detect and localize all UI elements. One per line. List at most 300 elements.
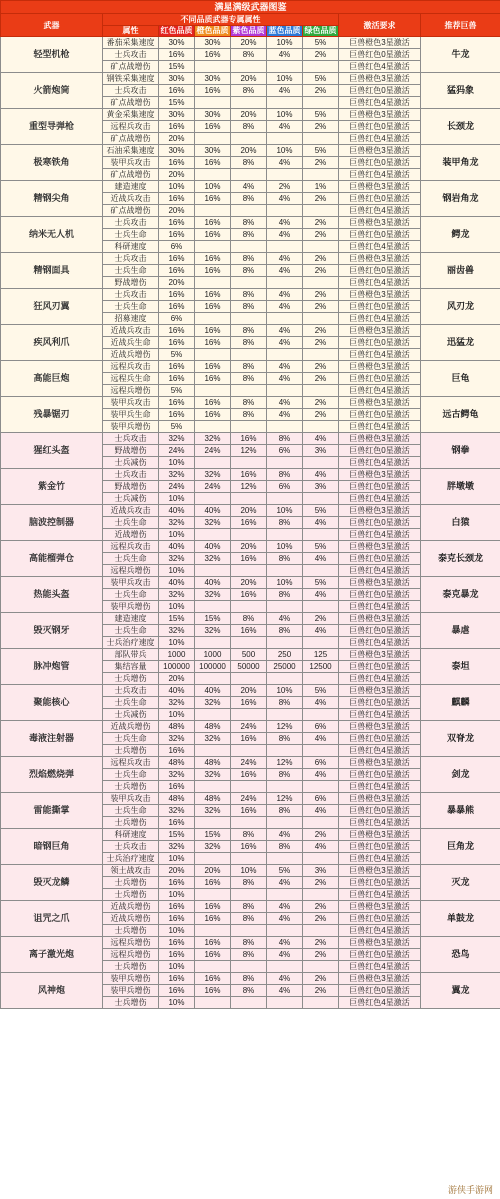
- value-purple: [231, 457, 267, 469]
- value-red: 48%: [159, 757, 195, 769]
- activation-requirement: 巨兽橙色3星激活: [339, 253, 421, 265]
- value-orange: 16%: [195, 913, 231, 925]
- value-blue: [267, 997, 303, 1009]
- value-orange: 48%: [195, 721, 231, 733]
- value-orange: 32%: [195, 625, 231, 637]
- value-red: 16%: [159, 373, 195, 385]
- activation-requirement: 巨兽红色4星激活: [339, 493, 421, 505]
- value-green: [303, 709, 339, 721]
- value-orange: 40%: [195, 577, 231, 589]
- value-orange: [195, 601, 231, 613]
- value-blue: [267, 601, 303, 613]
- attribute-name: 装甲兵增伤: [103, 973, 159, 985]
- value-red: 32%: [159, 625, 195, 637]
- activation-requirement: 巨兽红色0星激活: [339, 337, 421, 349]
- weapon-name: 狂风刃翼: [1, 289, 103, 325]
- activation-requirement: 巨兽橙色3星激活: [339, 181, 421, 193]
- value-green: 4%: [303, 433, 339, 445]
- attribute-name: 士兵增伤: [103, 745, 159, 757]
- value-purple: 8%: [231, 157, 267, 169]
- activation-requirement: 巨兽红色0星激活: [339, 589, 421, 601]
- value-purple: 8%: [231, 265, 267, 277]
- value-green: [303, 529, 339, 541]
- value-orange: 32%: [195, 769, 231, 781]
- value-purple: [231, 385, 267, 397]
- attribute-name: 士兵攻击: [103, 469, 159, 481]
- value-orange: 16%: [195, 409, 231, 421]
- value-green: [303, 61, 339, 73]
- table-row: [1, 829, 500, 841]
- value-blue: 10%: [267, 145, 303, 157]
- table-row: [1, 649, 500, 661]
- weapon-name: 重型导弹枪: [1, 109, 103, 145]
- activation-requirement: 巨兽红色4星激活: [339, 385, 421, 397]
- value-red: 10%: [159, 493, 195, 505]
- activation-requirement: 巨兽红色4星激活: [339, 637, 421, 649]
- value-red: 16%: [159, 265, 195, 277]
- value-red: 16%: [159, 157, 195, 169]
- weapon-name: 毁灭龙鳞: [1, 865, 103, 901]
- activation-requirement: 巨兽红色0星激活: [339, 913, 421, 925]
- attribute-name: 远程兵攻击: [103, 121, 159, 133]
- value-purple: 10%: [231, 865, 267, 877]
- value-red: 20%: [159, 205, 195, 217]
- value-green: 2%: [303, 973, 339, 985]
- header-quality-blue: 蓝色品质: [268, 26, 301, 35]
- value-green: 1%: [303, 181, 339, 193]
- value-red: 100000: [159, 661, 195, 673]
- value-purple: 16%: [231, 805, 267, 817]
- value-green: 4%: [303, 589, 339, 601]
- activation-requirement: 巨兽橙色3星激活: [339, 973, 421, 985]
- attribute-name: 矿点战增伤: [103, 97, 159, 109]
- attribute-name: 士兵攻击: [103, 85, 159, 97]
- value-blue: 4%: [267, 409, 303, 421]
- weapon-name: 极寒铁角: [1, 145, 103, 181]
- recommended-giant: 牛龙: [421, 37, 500, 73]
- value-green: [303, 385, 339, 397]
- value-orange: [195, 565, 231, 577]
- value-purple: 16%: [231, 697, 267, 709]
- value-blue: 4%: [267, 985, 303, 997]
- attribute-name: 野战增伤: [103, 277, 159, 289]
- weapon-name: 高能榴弹仓: [1, 541, 103, 577]
- value-green: [303, 349, 339, 361]
- recommended-giant: 暴暴熊: [421, 793, 500, 829]
- value-red: 20%: [159, 865, 195, 877]
- weapon-name: 残暴锯刃: [1, 397, 103, 433]
- table-row: [1, 145, 500, 157]
- value-green: [303, 601, 339, 613]
- value-green: [303, 277, 339, 289]
- recommended-giant: 丽齿兽: [421, 253, 500, 289]
- value-purple: 16%: [231, 469, 267, 481]
- attribute-name: 士兵生命: [103, 517, 159, 529]
- value-green: 6%: [303, 793, 339, 805]
- activation-requirement: 巨兽红色4星激活: [339, 277, 421, 289]
- value-blue: 4%: [267, 913, 303, 925]
- value-purple: 8%: [231, 193, 267, 205]
- value-red: 10%: [159, 997, 195, 1009]
- value-red: 5%: [159, 349, 195, 361]
- activation-requirement: 巨兽红色4星激活: [339, 205, 421, 217]
- value-orange: 32%: [195, 733, 231, 745]
- value-orange: 32%: [195, 553, 231, 565]
- activation-requirement: 巨兽红色0星激活: [339, 805, 421, 817]
- value-green: 3%: [303, 865, 339, 877]
- value-purple: 16%: [231, 589, 267, 601]
- weapon-name: 疾风利爪: [1, 325, 103, 361]
- value-purple: 8%: [231, 85, 267, 97]
- activation-requirement: 巨兽橙色3星激活: [339, 721, 421, 733]
- attribute-name: 矿点战增伤: [103, 169, 159, 181]
- table-row: [1, 865, 500, 877]
- value-orange: 16%: [195, 949, 231, 961]
- value-red: 16%: [159, 817, 195, 829]
- value-green: [303, 673, 339, 685]
- value-blue: [267, 493, 303, 505]
- value-orange: 32%: [195, 589, 231, 601]
- attribute-name: 黄金采集速度: [103, 109, 159, 121]
- value-blue: 10%: [267, 73, 303, 85]
- attribute-name: 野战增伤: [103, 481, 159, 493]
- attribute-name: 近战兵攻击: [103, 193, 159, 205]
- value-purple: [231, 241, 267, 253]
- value-orange: 48%: [195, 793, 231, 805]
- activation-requirement: 巨兽红色4星激活: [339, 565, 421, 577]
- activation-requirement: 巨兽橙色3星激活: [339, 469, 421, 481]
- activation-requirement: 巨兽红色4星激活: [339, 889, 421, 901]
- attribute-name: 士兵增伤: [103, 877, 159, 889]
- attribute-name: 远程兵生命: [103, 373, 159, 385]
- value-red: 16%: [159, 301, 195, 313]
- attribute-name: 远程兵增伤: [103, 565, 159, 577]
- recommended-giant: 鳄龙: [421, 217, 500, 253]
- value-green: 4%: [303, 805, 339, 817]
- value-orange: [195, 61, 231, 73]
- value-green: [303, 97, 339, 109]
- activation-requirement: 巨兽橙色3星激活: [339, 433, 421, 445]
- value-blue: [267, 853, 303, 865]
- value-purple: 24%: [231, 793, 267, 805]
- value-red: 30%: [159, 109, 195, 121]
- attribute-name: 士兵攻击: [103, 685, 159, 697]
- value-purple: [231, 925, 267, 937]
- weapon-name: 风神炮: [1, 973, 103, 1009]
- value-red: 10%: [159, 709, 195, 721]
- activation-requirement: 巨兽红色4星激活: [339, 853, 421, 865]
- value-blue: [267, 313, 303, 325]
- value-purple: [231, 169, 267, 181]
- activation-requirement: 巨兽红色0星激活: [339, 877, 421, 889]
- value-blue: [267, 169, 303, 181]
- activation-requirement: 巨兽红色0星激活: [339, 445, 421, 457]
- value-green: 3%: [303, 445, 339, 457]
- value-green: 2%: [303, 265, 339, 277]
- recommended-giant: 翼龙: [421, 973, 500, 1009]
- activation-requirement: 巨兽红色0星激活: [339, 373, 421, 385]
- activation-requirement: 巨兽红色0星激活: [339, 517, 421, 529]
- recommended-giant: 麒麟: [421, 685, 500, 721]
- value-blue: 8%: [267, 841, 303, 853]
- attribute-name: 士兵攻击: [103, 217, 159, 229]
- value-blue: 4%: [267, 613, 303, 625]
- value-blue: [267, 277, 303, 289]
- recommended-giant: 暴虐: [421, 613, 500, 649]
- weapon-name: 离子激光炮: [1, 937, 103, 973]
- attribute-name: 装甲兵增伤: [103, 985, 159, 997]
- value-green: 4%: [303, 469, 339, 481]
- value-orange: 32%: [195, 433, 231, 445]
- value-red: 16%: [159, 337, 195, 349]
- value-red: 5%: [159, 421, 195, 433]
- value-purple: 20%: [231, 73, 267, 85]
- attribute-name: 建造速度: [103, 613, 159, 625]
- table-row: [1, 757, 500, 769]
- attribute-name: 士兵生命: [103, 697, 159, 709]
- value-blue: 8%: [267, 769, 303, 781]
- value-green: [303, 493, 339, 505]
- value-green: 2%: [303, 157, 339, 169]
- value-orange: 30%: [195, 73, 231, 85]
- value-red: 32%: [159, 805, 195, 817]
- attribute-name: 士兵增伤: [103, 925, 159, 937]
- table-row: [1, 289, 500, 301]
- activation-requirement: 巨兽橙色3星激活: [339, 793, 421, 805]
- value-red: 10%: [159, 637, 195, 649]
- table-row: [1, 937, 500, 949]
- value-orange: [195, 817, 231, 829]
- value-blue: [267, 385, 303, 397]
- value-red: 32%: [159, 769, 195, 781]
- value-red: 10%: [159, 181, 195, 193]
- activation-requirement: 巨兽红色4星激活: [339, 601, 421, 613]
- value-orange: 30%: [195, 109, 231, 121]
- value-orange: [195, 637, 231, 649]
- recommended-giant: 白猿: [421, 505, 500, 541]
- header-quality-green: 绿色品质: [304, 26, 337, 35]
- value-purple: 8%: [231, 373, 267, 385]
- table-row: [1, 541, 500, 553]
- value-blue: 8%: [267, 469, 303, 481]
- value-purple: 8%: [231, 913, 267, 925]
- value-purple: [231, 133, 267, 145]
- value-green: 2%: [303, 949, 339, 961]
- attribute-name: 士兵减伤: [103, 709, 159, 721]
- header-quality-orange: 橙色品质: [196, 26, 229, 35]
- value-orange: 1000: [195, 649, 231, 661]
- value-green: [303, 853, 339, 865]
- activation-requirement: 巨兽橙色3星激活: [339, 649, 421, 661]
- value-blue: [267, 205, 303, 217]
- value-red: 40%: [159, 541, 195, 553]
- table-row: [1, 505, 500, 517]
- value-blue: 4%: [267, 361, 303, 373]
- value-green: 5%: [303, 37, 339, 49]
- value-green: 2%: [303, 85, 339, 97]
- value-orange: [195, 889, 231, 901]
- header-weapon: 武器: [1, 14, 103, 37]
- attribute-name: 远程兵攻击: [103, 757, 159, 769]
- value-green: 2%: [303, 337, 339, 349]
- value-purple: 8%: [231, 409, 267, 421]
- value-purple: 8%: [231, 361, 267, 373]
- value-purple: 8%: [231, 49, 267, 61]
- value-orange: 24%: [195, 445, 231, 457]
- value-purple: 8%: [231, 253, 267, 265]
- attribute-name: 集结容量: [103, 661, 159, 673]
- activation-requirement: 巨兽红色0星激活: [339, 949, 421, 961]
- value-blue: 4%: [267, 373, 303, 385]
- value-red: 6%: [159, 241, 195, 253]
- attribute-name: 钢铁采集速度: [103, 73, 159, 85]
- value-orange: [195, 169, 231, 181]
- activation-requirement: 巨兽红色0星激活: [339, 409, 421, 421]
- activation-requirement: 巨兽红色0星激活: [339, 193, 421, 205]
- value-blue: 10%: [267, 685, 303, 697]
- value-orange: 48%: [195, 757, 231, 769]
- activation-requirement: 巨兽红色4星激活: [339, 961, 421, 973]
- value-orange: 15%: [195, 829, 231, 841]
- value-green: [303, 457, 339, 469]
- value-green: 2%: [303, 217, 339, 229]
- activation-requirement: 巨兽红色4星激活: [339, 61, 421, 73]
- activation-requirement: 巨兽橙色3星激活: [339, 865, 421, 877]
- attribute-name: 士兵生命: [103, 625, 159, 637]
- weapon-name: 火箭炮筒: [1, 73, 103, 109]
- value-purple: [231, 349, 267, 361]
- value-orange: 40%: [195, 541, 231, 553]
- value-green: 4%: [303, 733, 339, 745]
- value-purple: 8%: [231, 829, 267, 841]
- value-orange: 16%: [195, 85, 231, 97]
- value-orange: [195, 421, 231, 433]
- value-red: 32%: [159, 553, 195, 565]
- value-orange: [195, 241, 231, 253]
- value-red: 30%: [159, 37, 195, 49]
- value-blue: 4%: [267, 301, 303, 313]
- value-orange: [195, 277, 231, 289]
- value-purple: 16%: [231, 517, 267, 529]
- value-orange: 16%: [195, 193, 231, 205]
- attribute-name: 矿点战增伤: [103, 205, 159, 217]
- value-blue: [267, 565, 303, 577]
- value-blue: 250: [267, 649, 303, 661]
- value-blue: 8%: [267, 433, 303, 445]
- recommended-giant: 单鼓龙: [421, 901, 500, 937]
- value-blue: 6%: [267, 445, 303, 457]
- weapon-name: 脉冲炮管: [1, 649, 103, 685]
- value-orange: [195, 385, 231, 397]
- attribute-name: 近战兵增伤: [103, 901, 159, 913]
- activation-requirement: 巨兽红色0星激活: [339, 121, 421, 133]
- value-orange: 16%: [195, 397, 231, 409]
- attribute-name: 近战增伤: [103, 529, 159, 541]
- value-purple: 24%: [231, 721, 267, 733]
- value-purple: 8%: [231, 985, 267, 997]
- table-row: [1, 181, 500, 193]
- value-red: 32%: [159, 517, 195, 529]
- value-purple: 12%: [231, 481, 267, 493]
- value-blue: [267, 637, 303, 649]
- attribute-name: 士兵生命: [103, 589, 159, 601]
- value-red: 20%: [159, 673, 195, 685]
- activation-requirement: 巨兽红色4星激活: [339, 133, 421, 145]
- value-purple: [231, 61, 267, 73]
- activation-requirement: 巨兽红色0星激活: [339, 841, 421, 853]
- value-green: [303, 637, 339, 649]
- value-blue: 8%: [267, 625, 303, 637]
- table-row: [1, 973, 500, 985]
- value-green: 2%: [303, 829, 339, 841]
- value-red: 40%: [159, 577, 195, 589]
- activation-requirement: 巨兽红色4星激活: [339, 529, 421, 541]
- activation-requirement: 巨兽红色0星激活: [339, 49, 421, 61]
- attribute-name: 士兵生命: [103, 229, 159, 241]
- activation-requirement: 巨兽红色0星激活: [339, 625, 421, 637]
- value-red: 16%: [159, 913, 195, 925]
- attribute-name: 近战兵生命: [103, 337, 159, 349]
- value-green: 5%: [303, 577, 339, 589]
- attribute-name: 士兵生命: [103, 301, 159, 313]
- value-purple: 20%: [231, 145, 267, 157]
- table-row: [1, 397, 500, 409]
- value-green: 5%: [303, 541, 339, 553]
- value-purple: 8%: [231, 937, 267, 949]
- value-blue: [267, 817, 303, 829]
- recommended-giant: 巨龟: [421, 361, 500, 397]
- watermark: 游侠手游网: [445, 1182, 496, 1197]
- value-orange: [195, 673, 231, 685]
- value-purple: 20%: [231, 109, 267, 121]
- value-purple: [231, 565, 267, 577]
- value-purple: 16%: [231, 841, 267, 853]
- attribute-name: 士兵生命: [103, 265, 159, 277]
- weapon-rows: [1, 37, 500, 1009]
- value-red: 16%: [159, 361, 195, 373]
- value-red: 16%: [159, 949, 195, 961]
- value-green: 4%: [303, 553, 339, 565]
- value-red: 10%: [159, 889, 195, 901]
- attribute-name: 士兵生命: [103, 769, 159, 781]
- value-green: 125: [303, 649, 339, 661]
- value-orange: 24%: [195, 481, 231, 493]
- header-quality-purple: 紫色品质: [232, 26, 265, 35]
- header-group: 不同品质武器专属属性: [103, 14, 339, 26]
- value-purple: 4%: [231, 181, 267, 193]
- recommended-giant: 猛犸象: [421, 73, 500, 109]
- value-red: 16%: [159, 781, 195, 793]
- value-orange: 16%: [195, 877, 231, 889]
- value-red: 10%: [159, 565, 195, 577]
- value-purple: 16%: [231, 733, 267, 745]
- value-red: 32%: [159, 733, 195, 745]
- value-purple: 20%: [231, 37, 267, 49]
- value-purple: 8%: [231, 337, 267, 349]
- attribute-name: 远程兵攻击: [103, 361, 159, 373]
- value-orange: [195, 853, 231, 865]
- value-purple: 8%: [231, 229, 267, 241]
- weapon-name: 毁灭钢牙: [1, 613, 103, 649]
- value-blue: 4%: [267, 829, 303, 841]
- value-red: 16%: [159, 289, 195, 301]
- value-blue: 2%: [267, 181, 303, 193]
- activation-requirement: 巨兽橙色3星激活: [339, 901, 421, 913]
- weapon-name: 脑波控制器: [1, 505, 103, 541]
- activation-requirement: 巨兽红色4星激活: [339, 169, 421, 181]
- value-blue: [267, 61, 303, 73]
- value-blue: [267, 673, 303, 685]
